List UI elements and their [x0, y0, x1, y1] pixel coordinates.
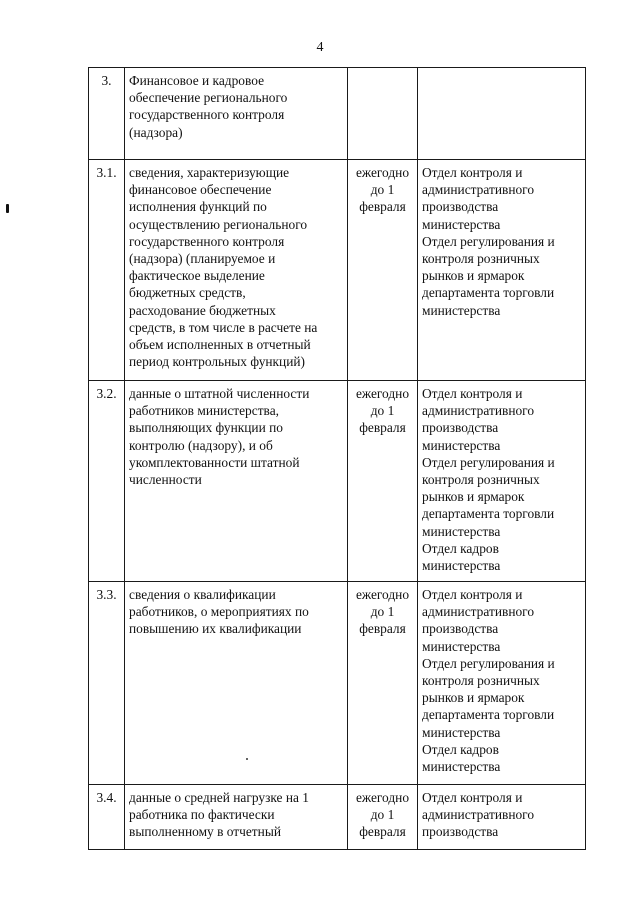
table-row	[89, 785, 586, 850]
row-deadline-cell	[348, 785, 418, 850]
page-number: 4	[316, 40, 324, 55]
cell-text-line: министерства	[422, 638, 501, 654]
cell-text-line: выполненному в отчетный	[129, 824, 281, 840]
cell-text-line: министерства	[422, 724, 501, 740]
row-responsible-cell	[418, 160, 586, 381]
cell-text-line: производства	[422, 199, 499, 215]
cell-text-line: административного	[422, 604, 535, 620]
cell-text-line: Отдел кадров	[422, 741, 499, 757]
row-number: 3.3.	[96, 587, 117, 602]
cell-text-line: финансовое обеспечение	[129, 182, 272, 198]
cell-text-line: февраля	[359, 824, 406, 840]
cell-text-line: Финансовое и кадровое	[129, 73, 265, 88]
cell-text-line: данные о штатной численности	[129, 386, 310, 401]
cell-text-line: министерства	[422, 216, 501, 232]
cell-text-line: работников министерства,	[129, 403, 279, 419]
row-number-cell	[89, 68, 125, 160]
cell-text-line: ежегодно	[355, 587, 410, 602]
cell-text-line: до 1	[370, 403, 395, 419]
row-number-cell	[89, 160, 125, 381]
cell-text-line: осуществлению регионального	[129, 216, 308, 232]
cell-text-line: контроля розничных	[422, 472, 540, 488]
cell-text-line: министерства	[422, 759, 501, 775]
cell-text-line: производства	[422, 621, 499, 637]
cell-text-line: период контрольных функций)	[129, 354, 306, 370]
table-row	[89, 582, 586, 785]
cell-text-line: административного	[422, 403, 535, 419]
row-number: 3.1.	[96, 165, 117, 180]
row-responsible-cell	[418, 785, 586, 850]
cell-text-line: Отдел контроля и	[422, 165, 523, 180]
cell-text-line: ежегодно	[355, 790, 410, 805]
row-responsible-cell	[418, 582, 586, 785]
cell-text-line: данные о средней нагрузке на 1	[129, 790, 309, 805]
row-deadline-cell	[348, 381, 418, 582]
cell-text-line: ежегодно	[355, 386, 410, 401]
cell-text-line: производства	[422, 824, 499, 840]
cell-text-line: административного	[422, 182, 535, 198]
cell-text-line: до 1	[370, 182, 395, 198]
cell-text-line: Отдел контроля и	[422, 790, 523, 805]
cell-text-line: контролю (надзору), и об	[129, 437, 273, 453]
row-deadline-cell	[348, 160, 418, 381]
table-body	[89, 68, 586, 850]
cell-text-line: Отдел кадров	[422, 540, 499, 556]
row-number-cell	[89, 582, 125, 785]
cell-text-line: бюджетных средств,	[129, 285, 246, 301]
row-description-cell	[125, 381, 348, 582]
cell-text-line: Отдел контроля и	[422, 386, 523, 401]
cell-text-line: рынков и ярмарок	[422, 268, 525, 284]
cell-text-line: (надзора)	[129, 124, 183, 140]
cell-text-line: министерства	[422, 437, 501, 453]
cell-text-line: Отдел контроля и	[422, 587, 523, 602]
cell-text-line: февраля	[359, 621, 406, 637]
cell-text-line: сведения, характеризующие	[129, 165, 290, 180]
row-description-cell	[125, 582, 348, 785]
cell-text-line: расходование бюджетных	[129, 302, 276, 318]
row-number: 3.2.	[96, 386, 117, 401]
cell-text-line: государственного контроля	[129, 107, 285, 123]
row-deadline-cell	[348, 68, 418, 160]
row-responsible-cell	[418, 381, 586, 582]
cell-text-line: департамента торговли	[422, 506, 555, 522]
row-description-cell	[125, 160, 348, 381]
cell-text-line: министерства	[422, 302, 501, 318]
row-deadline-cell	[348, 582, 418, 785]
cell-text-line: Отдел регулирования и	[422, 454, 555, 470]
cell-text-line: (надзора) (планируемое и	[129, 251, 276, 267]
margin-mark	[6, 204, 9, 213]
cell-text-line: до 1	[370, 807, 395, 823]
cell-text-line: Отдел регулирования и	[422, 655, 555, 671]
cell-text-line: укомплектованности штатной	[129, 454, 300, 470]
cell-text-line: сведения о квалификации	[129, 587, 276, 602]
cell-text-line: работника по фактически	[129, 807, 275, 823]
cell-text-line: министерства	[422, 523, 501, 539]
cell-text-line: департамента торговли	[422, 707, 555, 723]
cell-text-line: фактическое выделение	[129, 268, 265, 284]
cell-text-line: численности	[129, 472, 202, 488]
cell-text-line: рынков и ярмарок	[422, 489, 525, 505]
cell-text-line: департамента торговли	[422, 285, 555, 301]
cell-text-line: государственного контроля	[129, 233, 285, 249]
row-responsible-cell	[418, 68, 586, 160]
table-row	[89, 160, 586, 381]
row-description-cell	[125, 785, 348, 850]
row-number-cell	[89, 785, 125, 850]
cell-text-line: средств, в том числе в расчете на	[129, 319, 318, 335]
cell-text-line: министерства	[422, 558, 501, 574]
cell-text-line: ежегодно	[355, 165, 410, 180]
cell-text-line: выполняющих функции по	[129, 420, 283, 436]
cell-text-line: рынков и ярмарок	[422, 690, 525, 706]
cell-text-line: административного	[422, 807, 535, 823]
cell-text-line: производства	[422, 420, 499, 436]
cell-text-line: контроля розничных	[422, 673, 540, 689]
cell-text-line: до 1	[370, 604, 395, 620]
table-row	[89, 68, 586, 160]
cell-text-line: объем исполненных в отчетный	[129, 337, 311, 353]
row-number: 3.4.	[96, 790, 117, 805]
cell-text-line: исполнения функций по	[129, 199, 267, 215]
row-description-cell	[125, 68, 348, 160]
cell-text-line: контроля розничных	[422, 251, 540, 267]
document-table	[88, 67, 586, 850]
cell-text-line: обеспечение регионального	[129, 90, 288, 106]
cell-text-line: февраля	[359, 420, 406, 436]
cell-text-line: февраля	[359, 199, 406, 215]
row-number-cell	[89, 381, 125, 582]
table-row	[89, 381, 586, 582]
cell-text-line: работников, о мероприятиях по	[129, 604, 309, 620]
row-number: 3.	[101, 73, 112, 88]
cell-text-line: Отдел регулирования и	[422, 233, 555, 249]
cell-text-line: повышению их квалификации	[129, 621, 302, 637]
